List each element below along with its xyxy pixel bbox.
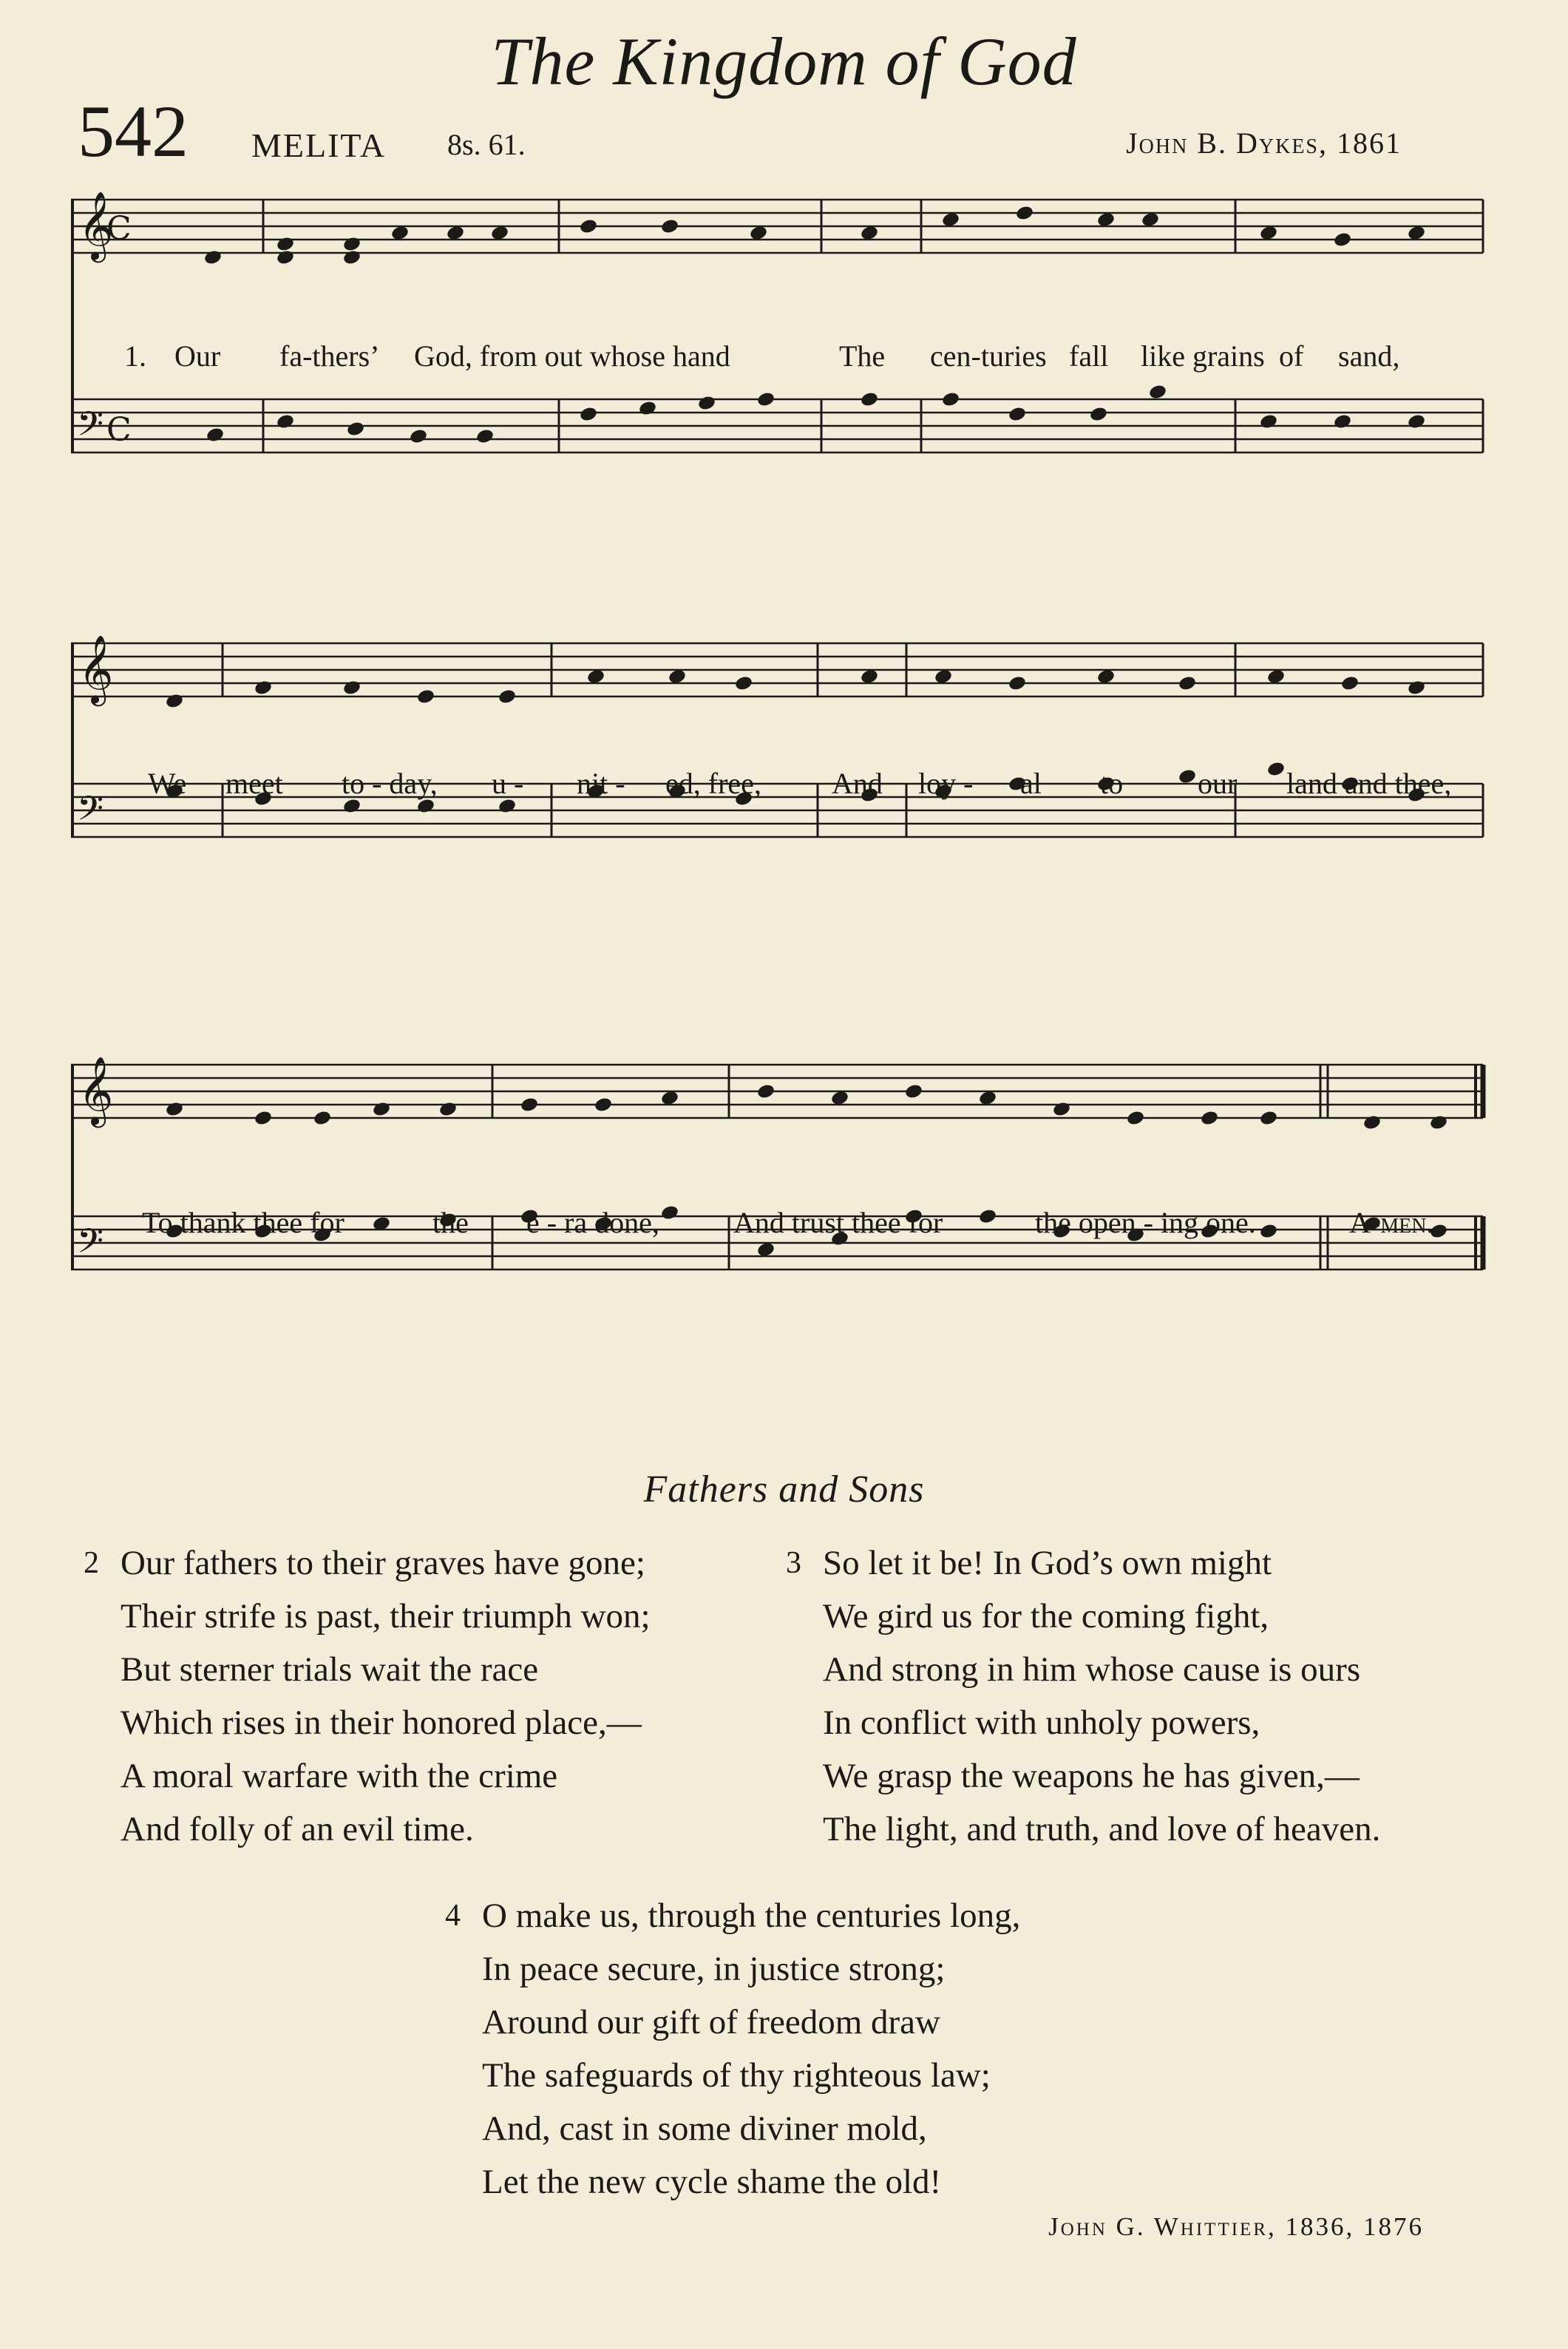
stanza-line: And folly of an evil time. — [121, 1810, 474, 1848]
lyric-syllable: And trust thee for — [733, 1206, 943, 1239]
stanza-number: 2 — [84, 1546, 99, 1580]
composer-credit: John B. Dykes, 1861 — [1126, 126, 1402, 160]
hymn-subtitle: Fathers and Sons — [643, 1468, 925, 1511]
stanza-line: Let the new cycle shame the old! — [482, 2163, 942, 2201]
stanza-line: Their strife is past, their triumph won; — [121, 1597, 651, 1636]
lyric-syllable: cen-turies — [930, 339, 1047, 373]
lyric-verse-number: 1. — [124, 339, 146, 373]
lyric-syllable: The — [839, 339, 886, 373]
stanza-line: Our fathers to their graves have gone; — [121, 1544, 645, 1582]
stanza-line: In peace secure, in justice strong; — [482, 1950, 946, 1988]
lyric-syllable: like grains — [1141, 339, 1265, 373]
stanza-line: So let it be! In God’s own might — [823, 1544, 1272, 1582]
stanza-line: O make us, through the centuries long, — [482, 1897, 1021, 1935]
stanza-number: 3 — [786, 1546, 801, 1580]
stanza-number: 4 — [445, 1899, 461, 1933]
system-2 — [71, 634, 1483, 837]
stanza-line: But sterner trials wait the race — [121, 1650, 539, 1689]
lyric-syllable: u - — [492, 767, 524, 800]
svg-text:𝄢: 𝄢 — [77, 789, 104, 837]
stanza-line: Which rises in their honored place,— — [121, 1704, 642, 1742]
lyric-syllable: the open - ing one. — [1035, 1206, 1256, 1239]
author-credit: John G. Whittier, 1836, 1876 — [1048, 2212, 1424, 2241]
meter: 8s. 61. — [447, 128, 526, 161]
lyric-syllable: al — [1020, 767, 1042, 800]
section-title: The Kingdom of God — [491, 24, 1077, 99]
stanza-4 — [445, 1889, 1021, 2209]
svg-text:𝄢: 𝄢 — [77, 404, 104, 452]
lyric-syllable: e - ra done, — [526, 1206, 659, 1239]
lyric-syllable: meet — [225, 767, 283, 800]
lyric-syllable: fall — [1069, 339, 1109, 373]
lyric-syllable: our — [1198, 767, 1238, 800]
lyric-syllable: God, from out whose hand — [414, 339, 730, 373]
lyric-syllable: of — [1279, 339, 1304, 373]
lyric-syllable: to — [1100, 767, 1124, 800]
lyric-syllable: And — [832, 767, 883, 800]
svg-text:C: C — [106, 210, 132, 248]
lyric-syllable: the — [432, 1206, 469, 1239]
lyric-syllable: fa-thers’ — [279, 339, 380, 373]
lyric-amen: A-men. — [1349, 1206, 1434, 1239]
stanza-2 — [84, 1536, 651, 1856]
lyric-syllable: We — [148, 767, 187, 800]
stanza-line: In conflict with unholy powers, — [823, 1704, 1260, 1742]
stanza-line: We grasp the weapons he has given,— — [823, 1757, 1360, 1795]
svg-text:𝄞: 𝄞 — [78, 191, 114, 260]
stanza-line: Around our gift of freedom draw — [482, 2003, 940, 2041]
tune-name: MELITA — [251, 126, 387, 164]
svg-text:C: C — [106, 411, 132, 449]
stanza-line: And, cast in some diviner mold, — [482, 2109, 927, 2148]
lyric-syllable: to - day, — [342, 767, 438, 800]
svg-text:𝄞: 𝄞 — [78, 1056, 114, 1125]
stanza-line: A moral warfare with the crime — [121, 1757, 558, 1795]
lyric-syllable: Our — [174, 339, 221, 373]
svg-text:𝄞: 𝄞 — [78, 634, 114, 703]
stanza-line: And strong in him whose cause is ours — [823, 1650, 1361, 1689]
stanza-line: We gird us for the coming fight, — [823, 1597, 1269, 1636]
lyric-syllable: land and thee, — [1286, 767, 1452, 800]
svg-text:𝄢: 𝄢 — [77, 1221, 104, 1270]
lyric-syllable: nit - — [577, 767, 625, 800]
lyric-syllable: loy - — [918, 767, 974, 800]
stanza-3 — [786, 1536, 1381, 1856]
lyric-syllable: sand, — [1338, 339, 1400, 373]
stanza-line: The light, and truth, and love of heaven. — [823, 1810, 1381, 1848]
lyric-syllable: To thank thee for — [142, 1206, 345, 1239]
lyric-syllable: ed, free, — [665, 767, 761, 800]
hymn-number: 542 — [78, 90, 189, 172]
system-1 — [71, 191, 1483, 452]
stanza-line: The safeguards of thy righteous law; — [482, 2056, 991, 2095]
